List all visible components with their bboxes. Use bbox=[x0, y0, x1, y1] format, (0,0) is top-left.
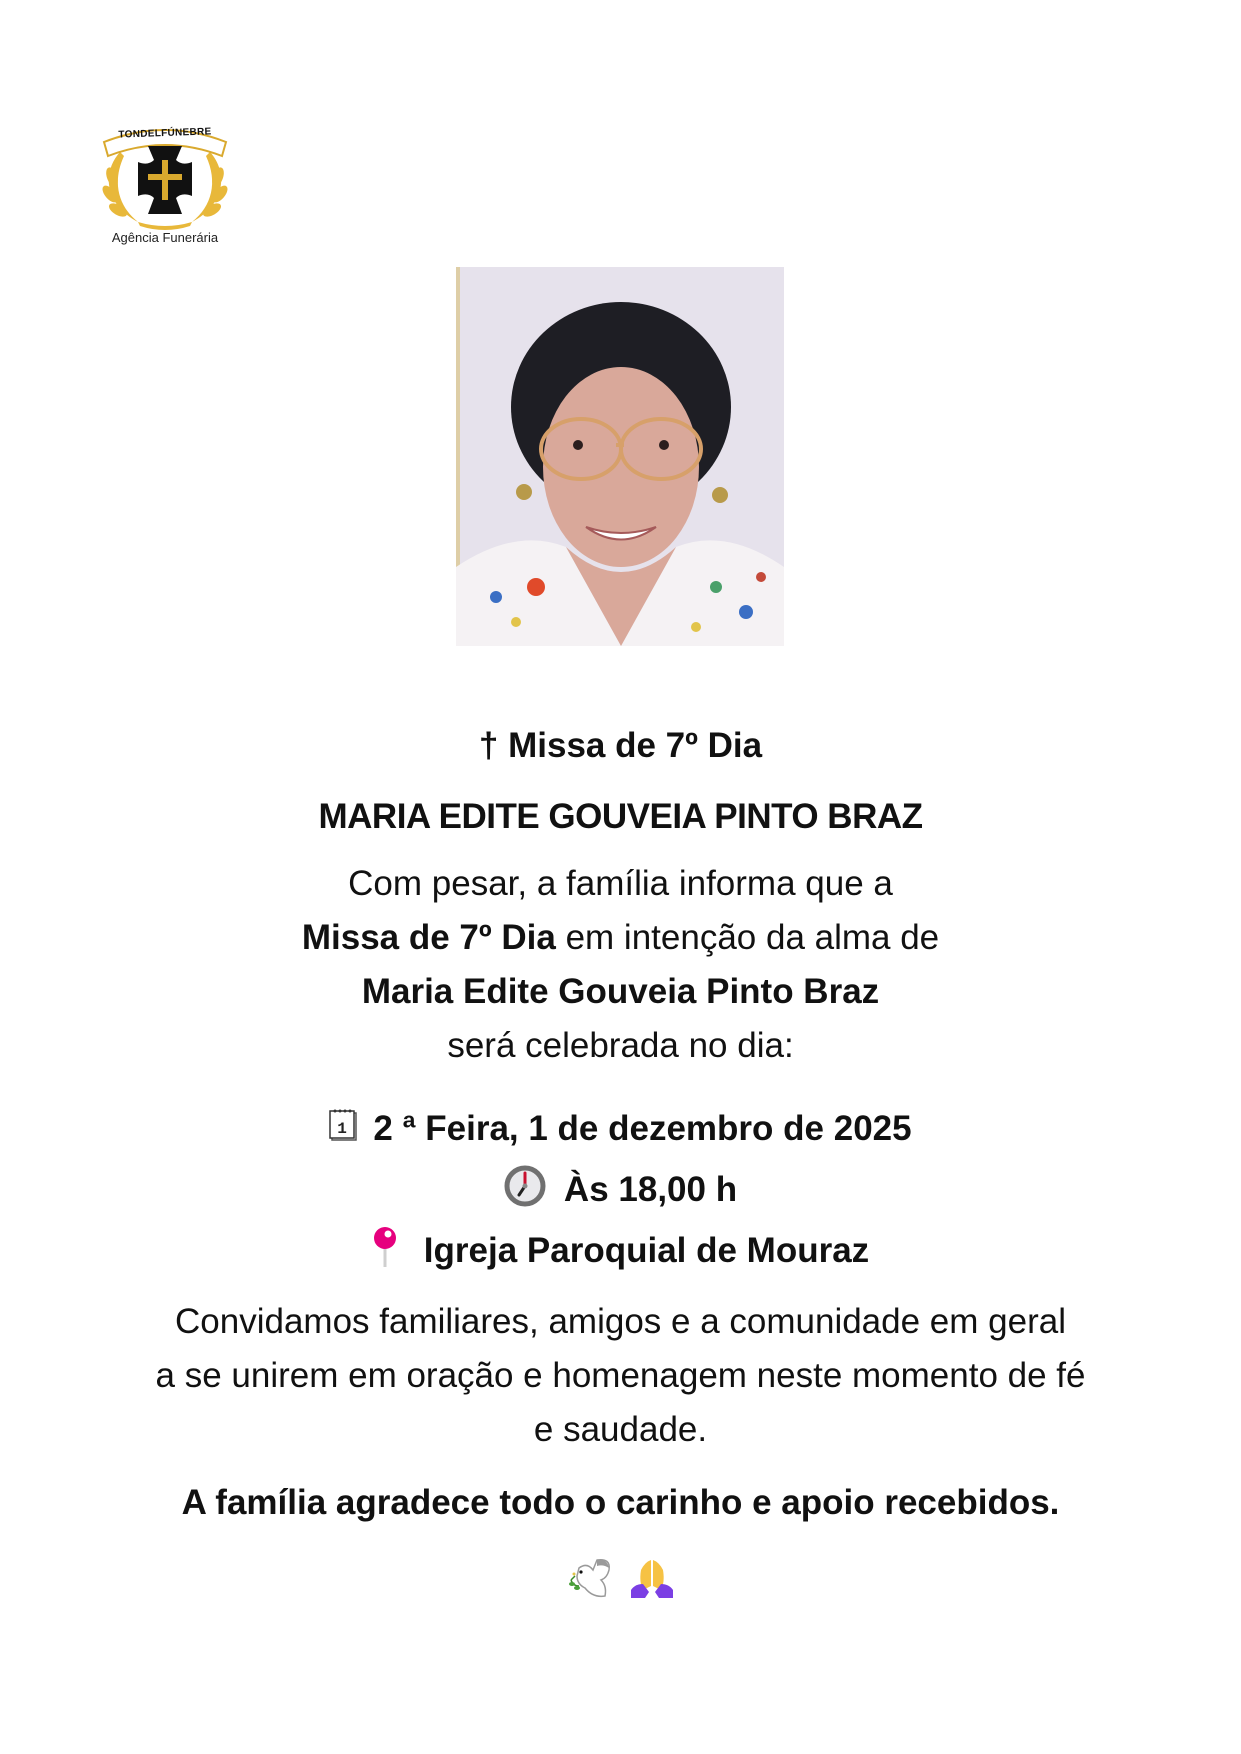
mass-location bbox=[0, 1225, 1241, 1275]
mass-date-text: 2 ª Feira, 1 de dezembro de 2025 bbox=[373, 1108, 912, 1148]
dove-icon bbox=[567, 1556, 613, 1605]
closing-emojis bbox=[0, 1556, 1241, 1605]
portrait-image bbox=[456, 267, 784, 646]
logo-banner-text: TONDELFÚNEBRE bbox=[118, 126, 212, 141]
intro-deceased-name: Maria Edite Gouveia Pinto Braz bbox=[361, 972, 880, 1011]
svg-text:1: 1 bbox=[337, 1120, 348, 1138]
pushpin-icon bbox=[372, 1225, 398, 1275]
invitation-line-2: a se unirem em oração e homenagem neste momento de fé bbox=[155, 1356, 1086, 1395]
praying-hands-icon bbox=[629, 1556, 675, 1605]
invitation-line-1: Convidamos familiares, amigos e a comunidade em geral bbox=[175, 1302, 1066, 1341]
clock-icon bbox=[504, 1165, 546, 1213]
mass-time bbox=[0, 1165, 1241, 1213]
deceased-name-heading: MARIA EDITE GOUVEIA PINTO BRAZ bbox=[318, 797, 923, 836]
intro-line-2-rest: em intenção da alma de bbox=[555, 918, 940, 957]
mass-time-text: Às 18,00 h bbox=[563, 1169, 738, 1209]
cross-icon: † bbox=[478, 726, 499, 765]
intro-line-2 bbox=[0, 920, 1241, 955]
intro-mass-name: Missa de 7º Dia bbox=[301, 918, 556, 957]
mass-title bbox=[0, 728, 1241, 763]
invitation-line-3: e saudade. bbox=[533, 1410, 708, 1449]
funeral-agency-logo bbox=[98, 122, 232, 252]
mass-location-text: Igreja Paroquial de Mouraz bbox=[423, 1230, 870, 1270]
logo-subtitle: Agência Funerária bbox=[111, 230, 219, 245]
calendar-icon bbox=[329, 1108, 359, 1148]
intro-line-1: Com pesar, a família informa que a bbox=[348, 864, 893, 903]
mass-date bbox=[0, 1108, 1241, 1148]
intro-line-4: será celebrada no dia: bbox=[447, 1026, 794, 1065]
mass-title-text: Missa de 7º Dia bbox=[508, 726, 763, 765]
family-thanks: A família agradece todo o carinho e apoio recebidos. bbox=[181, 1483, 1060, 1522]
deceased-portrait-photo bbox=[456, 267, 784, 646]
